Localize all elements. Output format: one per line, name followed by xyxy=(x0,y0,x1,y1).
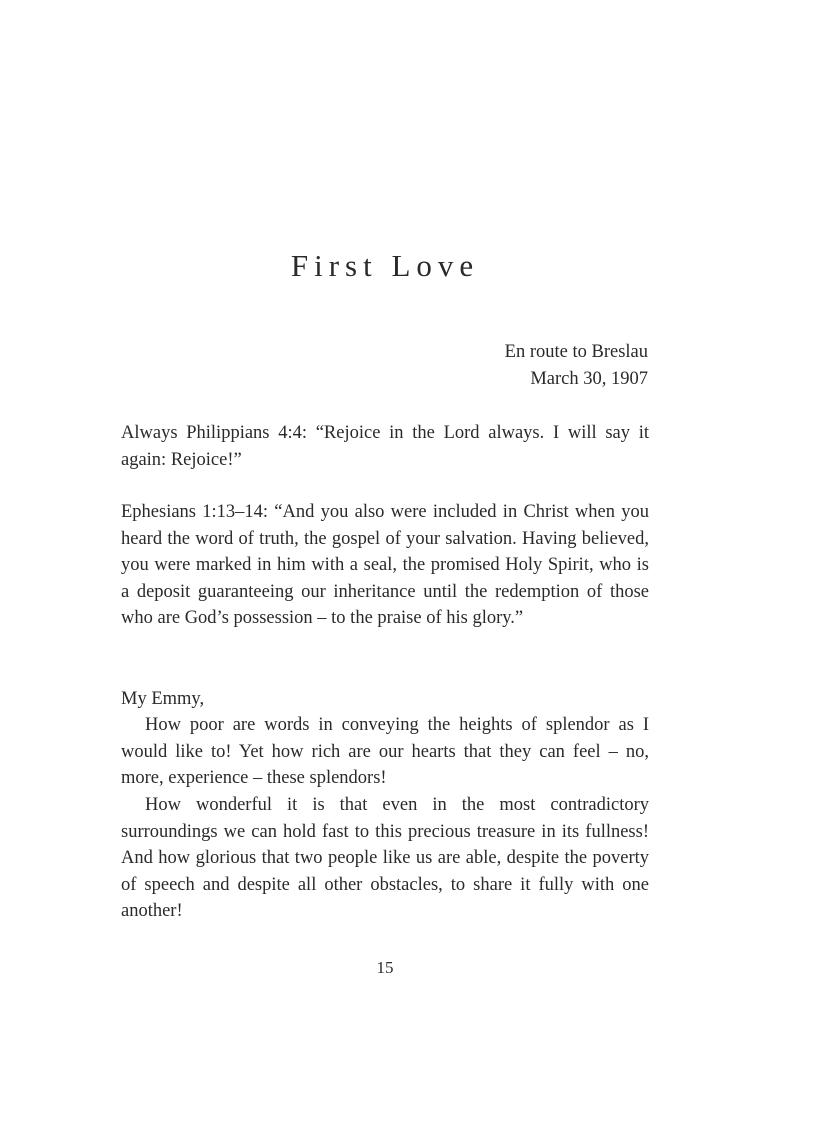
dateline xyxy=(420,339,648,392)
verse-ephesians: Ephesians 1:13–14: “And you also were included in Christ when you heard the word of truth, the gospel of your salvation. Having believed, you were marked in him with a seal, the promised Holy Spirit, who is a deposit guaranteeing our inheritance until the redemption of those who are God’s possession – to the praise of his glory.” xyxy=(121,502,649,628)
page-number: 15 xyxy=(376,958,394,977)
dateline-place: En route to Breslau xyxy=(504,342,648,362)
letter-salutation: My Emmy, xyxy=(121,689,205,709)
letter-paragraph: How wonderful it is that even in the most contradictory surroundings we can hold fast to this precious treasure in its fullness! And how glorious that two people like us are able, despite the poverty of speech and despite all other obstacles, to share it fully with one another! xyxy=(121,795,649,921)
verse-philippians: Always Philippians 4:4: “Rejoice in the Lord always. I will say it again: Rejoice!” xyxy=(121,423,649,470)
dateline-date: March 30, 1907 xyxy=(530,368,648,389)
letter-paragraph: How poor are words in conveying the heights of splendor as I would like to! Yet how rich are our hearts that they can feel – no, more, experience – these splendors! xyxy=(121,715,649,788)
chapter-title: First Love xyxy=(290,248,480,283)
